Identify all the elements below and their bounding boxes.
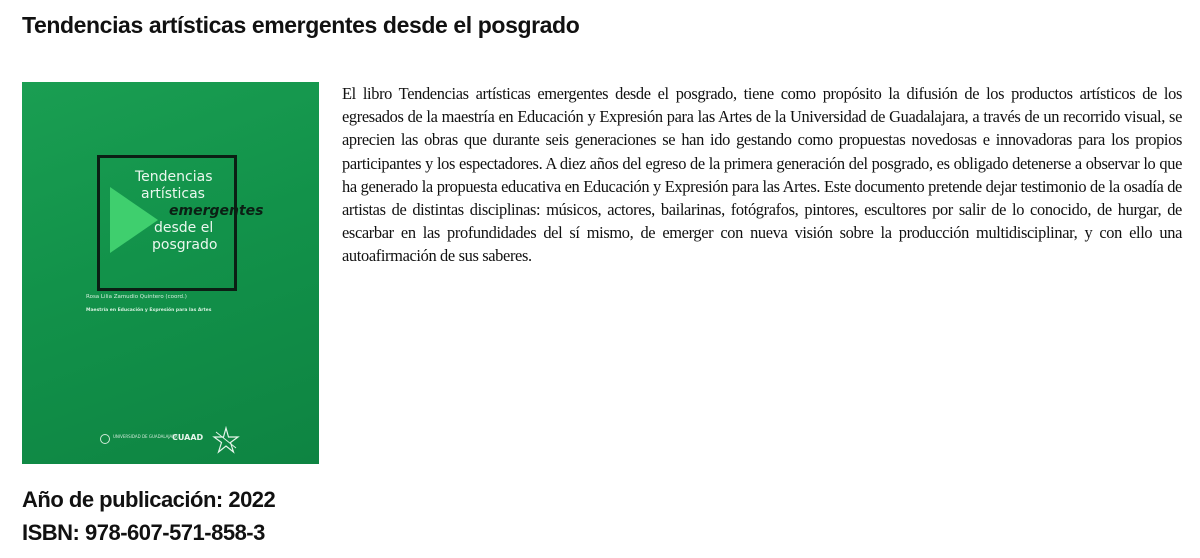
cover-title-line: artísticas [141,186,205,202]
cover-title-line: Tendencias [135,169,213,185]
isbn: ISBN: 978-607-571-858-3 [22,520,265,545]
cover-title-line: posgrado [152,237,218,253]
cover-program: Maestría en Educación y Expresión para las Artes [86,308,212,313]
university-logo-text: UNIVERSIDAD DE GUADALAJARA [113,434,178,439]
book-cover-image[interactable] [22,82,319,464]
cover-coordinator: Rosa Lilia Zamudio Quintero (coord.) [86,294,187,300]
publication-year: Año de publicación: 2022 [22,487,276,512]
university-seal-icon [100,434,110,444]
star-logo-icon [212,426,240,454]
page-title: Tendencias artísticas emergentes desde el posgrado [22,12,580,38]
cover-title-line: desde el [154,220,214,236]
cover-title-line: emergentes [169,203,264,219]
cuaad-logo: CUAAD [172,433,204,442]
book-description: El libro Tendencias artísticas emergentes desde el posgrado, tiene como propósito la difusión de los productos artísticos de los egresados de la maestría en Educación y Expresión para las Artes de la Universidad de Guadalajara, a través de un recorrido visual, se aprecien las obras que durante seis generaciones se han ido gestando como propuestas novedosas e innovadoras para los propios participantes y los espectadores. A diez años del egreso de la primera generación del posgrado, es obligado detenerse a observar lo que ha generado la propuesta educativa en Educación y Expresión para las Artes. Este documento pretende dejar testimonio de la osadía de artistas de distintas disciplinas: músicos, actores, bailarinas, fotógrafos, pintores, escultores por salir de lo conocido, de hurgar, de escarbar en las profundidades del sí mismo, de emerger con nueva visión sobre la producción multidisciplinar, y con ello una autoafirmación de sus saberes. [342,84,1182,266]
cover-logos [100,428,250,450]
cover-title [117,169,264,254]
